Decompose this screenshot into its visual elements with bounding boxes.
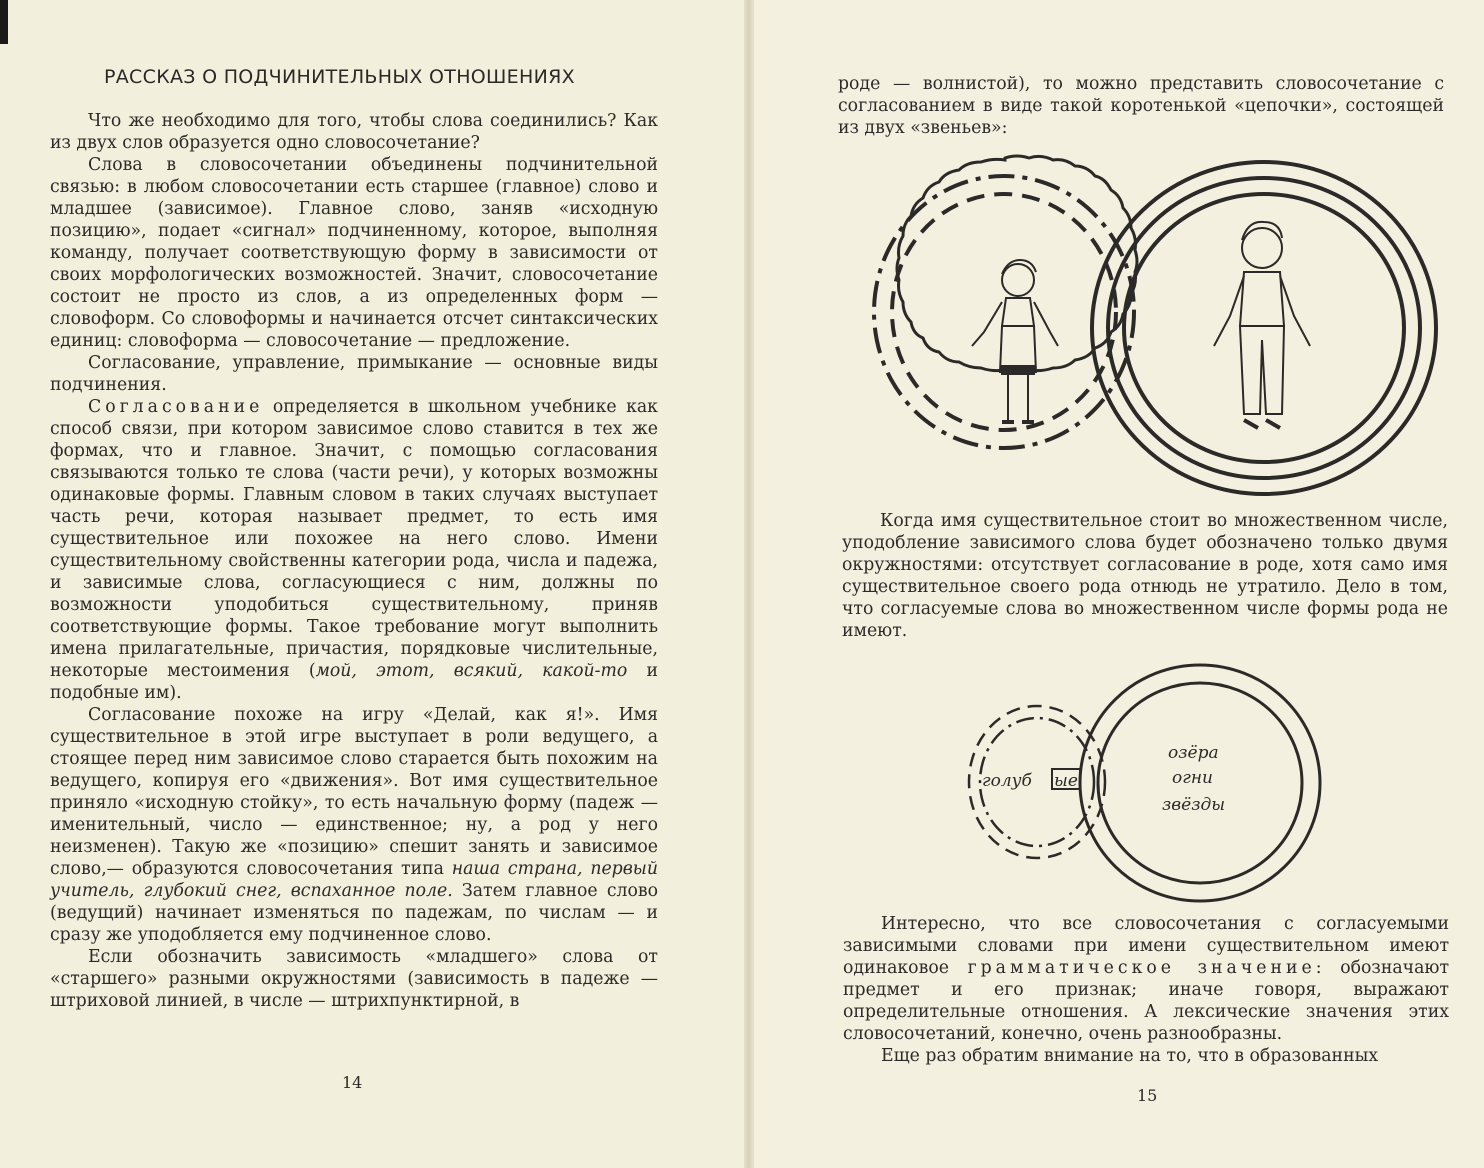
right-page-bottom-text — [843, 913, 1449, 1067]
scan-edge-mark — [0, 0, 8, 44]
paragraph: роде — волнистой), то можно представить словосочетание с согласованием в виде такой коротенькой «цепочки», состоящей из двух «звеньев»: — [838, 74, 1444, 138]
chain-diagram-singular — [852, 150, 1442, 500]
page-number-left: 14 — [342, 1073, 363, 1092]
right-page-top-text — [838, 73, 1444, 139]
noun-2: огни — [1172, 768, 1213, 788]
right-page-middle-text — [842, 510, 1448, 642]
dependent-stem: голуб — [982, 771, 1032, 791]
small-boy-figure — [972, 260, 1058, 422]
noun-3: звёзды — [1162, 795, 1226, 815]
paragraph: Еще раз обратим внимание на то, что в образованных — [881, 1046, 1379, 1066]
paragraph: Согласование определяется в школьном учебнике как способ связи, при котором зависимое слово ставится в тех же формах, что и главное. Значит, с помощью согласования связываются только те слова (части речи), у которых возможны одинаковые формы. Главным словом в таких случаях выступает часть речи, которая называет предмет, то есть имя существительное или похожее на него слово. Имени существительному свойственны категории рода, числа и падежа, и зависимые слова, согласующиеся с ним, должны по возможности уподобиться существительному, приняв соответствующие формы. Такое требование могут выполнить имена прилагательные, причастия, порядковые числительные, некоторые местоимения (мой, этот, всякий, какой-то и подобные им). — [50, 397, 658, 703]
chain-diagram-plural — [950, 655, 1330, 905]
dependent-ending: ые — [1054, 771, 1078, 791]
italic-examples: мой, этот, всякий, какой-то — [315, 661, 628, 681]
spaced-term: Согласование — [88, 397, 264, 417]
paragraph: Если обозначить зависимость «младшего» слова от «старшего» разными окружностями (зависимость в падеже — штриховой линией, в числе — штрихпунктирной, в — [50, 947, 658, 1011]
paragraph: Когда имя существительное стоит во множественном числе, уподобление зависимого слова будет обозначено только двумя окружностями: отсутствует согласование в роде, хотя само имя существительное своего рода отнюдь не утратило. Дело в том, что согласуемые слова во множественном числе формы рода не имеют. — [842, 511, 1448, 641]
spaced-term: грамматическое значение — [967, 958, 1316, 978]
book-gutter — [744, 0, 754, 1168]
paragraph: Что же необходимо для того, чтобы слова соединились? Как из двух слов образуется одно словосочетание? — [50, 111, 658, 153]
paragraph: Интересно, что все словосочетания с согласуемыми зависимыми словами при имени существительном имеют одинаковое грамматическое значение: обозначают предмет и его признак; иначе говоря, выражают определительные отношения. А лексические значения этих словосочетаний, конечно, очень разнообразны. — [843, 914, 1449, 1044]
paragraph: Согласование похоже на игру «Делай, как я!». Имя существительное в этой игре выступает в роли ведущего, а стоящее перед ним зависимое слово старается быть похожим на ведущего, копируя его «движения». Вот имя существительное приняло «исходную стойку», то есть начальную форму (падеж — именительный, число — единственное; ну, а род у него неизменен). Такую же «позицию» спешит занять и зависимое слово,— образуются словосочетания типа наша страна, первый учитель, глубокий снег, вспаханное поле. Затем главное слово (ведущий) начинает изменяться по падежам, по числам — и сразу же уподобляется ему подчиненное слово. — [50, 705, 659, 945]
tall-boy-figure — [1214, 222, 1310, 428]
chapter-title: РАССКАЗ О ПОДЧИНИТЕЛЬНЫХ ОТНОШЕНИЯХ — [104, 66, 575, 88]
italic-examples: наша страна, первый учитель, глубокий снег, вспаханное поле. — [50, 859, 658, 901]
noun-1: озёра — [1168, 743, 1219, 763]
left-page-body — [50, 110, 658, 1012]
page-number-right: 15 — [1137, 1086, 1158, 1105]
paragraph: Согласование, управление, примыкание — основные виды подчинения. — [50, 353, 658, 395]
solid-circle-outer — [1092, 162, 1436, 494]
paragraph: Слова в словосочетании объединены подчинительной связью: в любом словосочетании есть старшее (главное) слово и младшее (зависимое). Главное слово, заняв «исходную позицию», подает «сигнал» подчиненному, которое, выполняя команду, получает соответствующую форму в зависимости от своих морфологических возможностей. Значит, словосочетание состоит не просто из слов, а из определенных форм — словоформ. Со словоформы и начинается отсчет синтаксических единиц: словоформа — словосочетание — предложение. — [50, 155, 658, 351]
solid-circle-inner — [1124, 194, 1404, 462]
